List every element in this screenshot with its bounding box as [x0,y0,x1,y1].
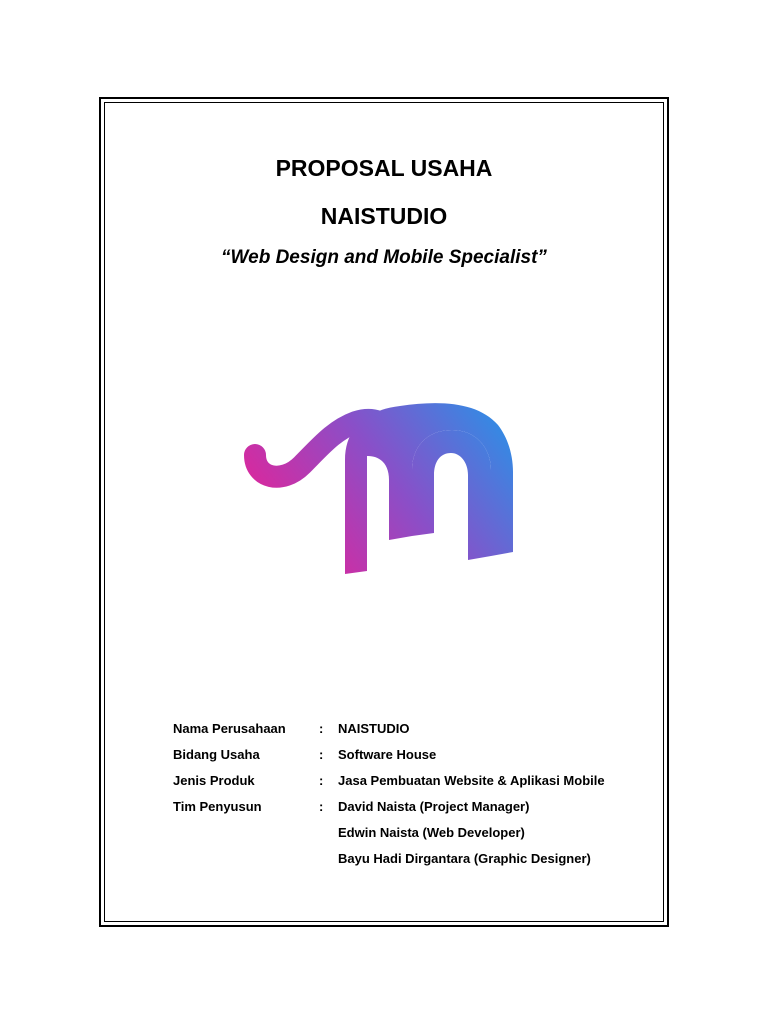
team-member: Edwin Naista (Web Developer) [338,825,525,840]
info-row-business-field [173,742,653,768]
info-value: Jasa Pembuatan Website & Aplikasi Mobile [338,773,605,788]
company-name-heading: NAISTUDIO [320,203,448,229]
info-value: Software House [338,747,437,762]
company-info-table [173,716,653,872]
info-row-product-type [173,768,653,794]
info-label: Nama Perusahaan [173,721,286,736]
info-row-team [173,794,653,820]
info-colon: : [319,799,324,814]
info-value: NAISTUDIO [338,721,410,736]
info-value: David Naista (Project Manager) [338,799,530,814]
naistudio-logo-icon [236,396,526,581]
info-label: Tim Penyusun [173,799,262,814]
team-member: Bayu Hadi Dirgantara (Graphic Designer) [338,851,591,866]
logo-inner-arch [412,430,491,560]
info-label: Bidang Usaha [173,747,260,762]
info-row-company-name [173,716,653,742]
info-colon: : [319,747,324,762]
company-tagline: “Web Design and Mobile Specialist” [221,247,547,268]
info-colon: : [319,773,324,788]
proposal-title: PROPOSAL USAHA [275,155,493,181]
info-label: Jenis Produk [173,773,255,788]
info-colon: : [319,721,324,736]
